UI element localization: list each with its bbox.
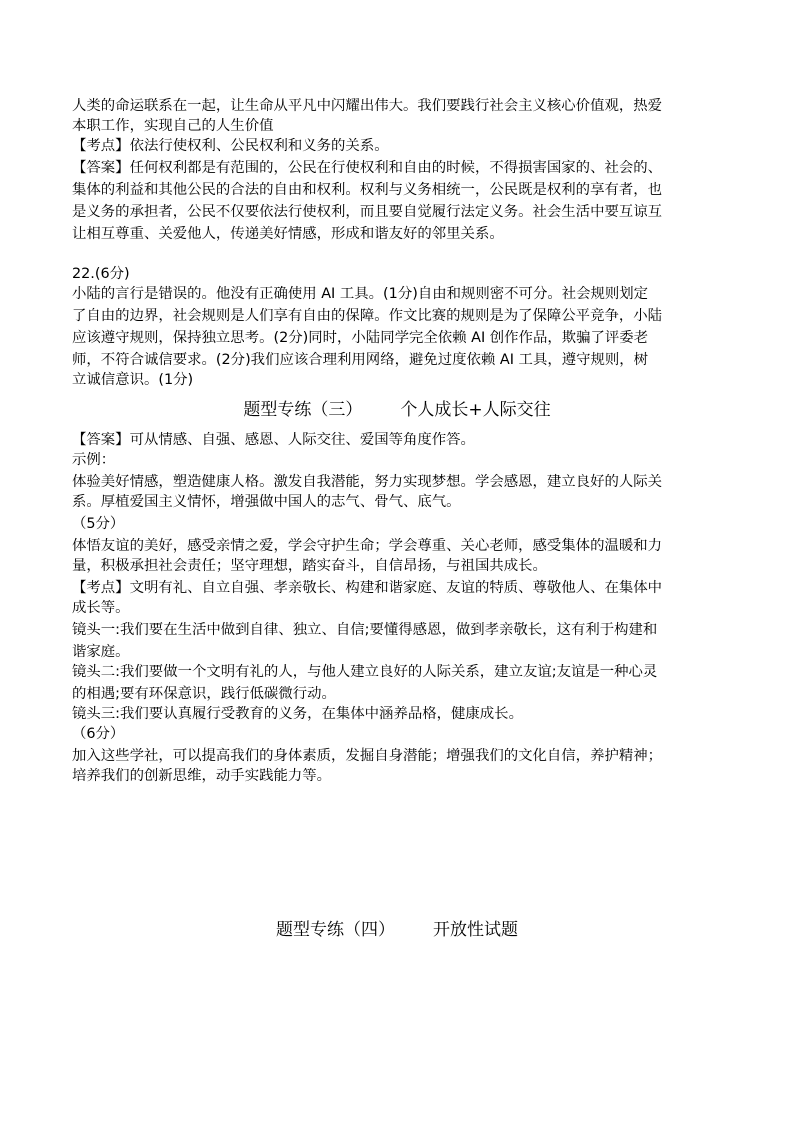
question-number: 22.(6分) <box>72 266 130 282</box>
text-line: 加入这些学社，可以提高我们的身体素质，发掘自身潜能；增强我们的文化自信，养护精神； <box>72 748 663 764</box>
text-line: 体验美好情感，塑造健康人格。激发自我潜能，努力实现梦想。学会感恩，建立良好的人际关 <box>72 474 663 490</box>
score-line: （6分） <box>72 726 125 742</box>
text-line: 的相遇;要有环保意识，践行低碳微行动。 <box>72 686 336 702</box>
section-heading-title: 题型专练（三） <box>243 400 363 420</box>
text-line: 体悟友谊的美好，感受亲情之爱，学会守护生命；学会尊重、关心老师，感受集体的温暖和力 <box>72 538 663 554</box>
section-heading-4 <box>0 918 794 942</box>
text-line: 了自由的边界，社会规则是人们享有自由的保障。作文比赛的规则是为了保障公平竞争，小陆 <box>72 308 663 324</box>
text-line: 镜头一:我们要在生活中做到自律、独立、自信;要懂得感恩，做到孝亲敬长，这有利于构建和 <box>72 622 658 638</box>
text-line: 系。厚植爱国主义情怀，增强做中国人的志气、骨气、底气。 <box>72 494 461 510</box>
section-heading-subtitle: 开放性试题 <box>433 920 518 940</box>
text-line: 小陆的言行是错误的。他没有正确使用 AI 工具。(1分)自由和规则密不可分。社会规则划定 <box>72 286 649 302</box>
text-line: 谐家庭。 <box>72 644 130 660</box>
answer-line: 【答案】可从情感、自强、感恩、人际交往、爱国等角度作答。 <box>72 432 475 448</box>
text-line: 师，不符合诚信要求。(2分)我们应该合理利用网络，避免过度依赖 AI 工具，遵守规则，树 <box>72 352 649 368</box>
text-line: 镜头二:我们要做一个文明有礼的人，与他人建立良好的人际关系，建立友谊;友谊是一种心灵 <box>72 664 658 680</box>
text-line: 集体的利益和其他公民的合法的自由和权利。权利与义务相统一，公民既是权利的享有者，也 <box>72 182 663 198</box>
text-line: 镜头三:我们要认真履行受教育的义务，在集体中涵养品格，健康成长。 <box>72 706 523 722</box>
answer-line: 【答案】任何权利都是有范围的，公民在行使权利和自由的时候，不得损害国家的、社会的、 <box>72 160 663 176</box>
text-line: 让相互尊重、关爱他人，传递美好情感，形成和谐友好的邻里关系。 <box>72 226 504 242</box>
section-heading-subtitle: 个人成长+人际交往 <box>400 400 551 420</box>
text-line: 应该遵守规则，保持独立思考。(2分)同时，小陆同学完全依赖 AI 创作作品，欺骗了评委老 <box>72 330 649 346</box>
text-line: 成长等。 <box>72 600 130 616</box>
text-line: 量，积极承担社会责任；坚守理想，踏实奋斗，自信昂扬，与祖国共成长。 <box>72 558 547 574</box>
text-line: 示例： <box>72 452 116 468</box>
text-line: 培养我们的创新思维，动手实践能力等。 <box>72 768 332 784</box>
score-line: （5分） <box>72 516 125 532</box>
kaodian-line: 【考点】依法行使权利、公民权利和义务的关系。 <box>72 138 389 154</box>
text-line: 立诚信意识。(1分) <box>72 372 194 388</box>
section-heading-title: 题型专练（四） <box>276 920 395 940</box>
text-line: 人类的命运联系在一起，让生命从平凡中闪耀出伟大。我们要践行社会主义核心价值观，热爱 <box>72 98 663 114</box>
kaodian-line: 【考点】文明有礼、自立自强、孝亲敬长、构建和谐家庭、友谊的特质、尊敬他人、在集体中 <box>72 580 663 596</box>
text-line: 本职工作，实现自己的人生价值 <box>72 118 274 134</box>
text-line: 是义务的承担者，公民不仅要依法行使权利，而且要自觉履行法定义务。社会生活中要互谅互 <box>72 204 663 220</box>
section-heading-3 <box>0 398 794 422</box>
